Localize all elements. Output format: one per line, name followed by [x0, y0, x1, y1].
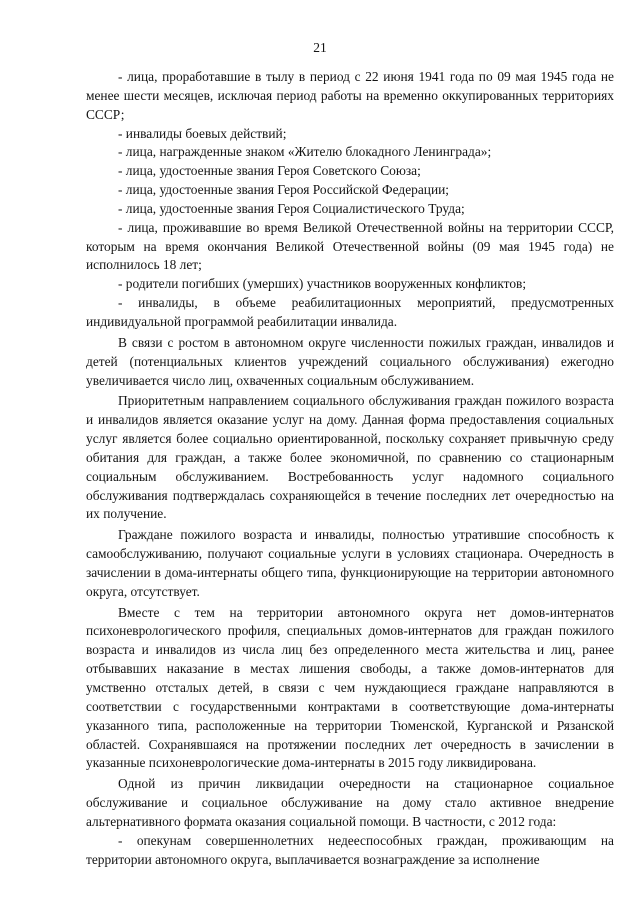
list-item: - лица, проживавшие во время Великой Отечественной войны на территории СССР, которым на время окончания Великой Отечественной войны (09 мая 1945 года) не исполнилось 18 лет; [86, 219, 614, 273]
paragraph: Одной из причин ликвидации очередности на стационарное социальное обслуживание и социальное обслуживание на дому стало активное внедрение альтернативного формата оказания социальной помощи. В частности, с 2012 года: [86, 776, 614, 829]
list-item: - лица, награжденные знаком «Жителю блокадного Ленинграда»; [118, 144, 492, 160]
paragraph: Вместе с тем на территории автономного округа нет домов-интернатов психоневрологического профиля, специальных домов-интернатов для граждан пожилого возраста и инвалидов из числа лиц без определенного места жительства и лиц, ранее отбывавших наказание в местах лишения свободы, а также домов-интернатов для умственно отсталых детей, в связи с чем нуждающиеся граждане направляются в соответствии с государственными контрактами в соответствующие дома-интернаты указанного типа, расположенные на территории Тюменской, Курганской и Рязанской областей. Сохранявшаяся на протяжении последних лет очередность в зачислении в указанные психоневрологические дома-интернаты в 2015 году ликвидирована. [86, 604, 614, 771]
list-item: - лица, удостоенные звания Героя Социалистического Труда; [118, 200, 465, 216]
list-item: - лица, удостоенные звания Героя Советского Союза; [118, 163, 421, 179]
document-body [86, 68, 614, 869]
list-item: - опекунам совершеннолетних недееспособных граждан, проживающим на территории автономного округа, выплачивается вознаграждение за исполнение [86, 832, 614, 867]
list-item: - лица, удостоенные звания Героя Российской Федерации; [118, 182, 450, 198]
page-number: 21 [313, 40, 327, 55]
paragraph: Граждане пожилого возраста и инвалиды, полностью утратившие способность к самообслуживанию, получают социальные услуги в условиях стационара. Очередность в зачислении в дома-интернаты общего типа, функционирующие на территории автономного округа, отсутствует. [86, 527, 614, 599]
paragraph: В связи с ростом в автономном округе численности пожилых граждан, инвалидов и детей (потенциальных клиентов учреждений социального обслуживания) ежегодно увеличивается число лиц, охваченных социальным обслуживанием. [86, 334, 614, 388]
list-item: - родители погибших (умерших) участников вооруженных конфликтов; [118, 276, 527, 292]
list-item: - лица, проработавшие в тылу в период с 22 июня 1941 года по 09 мая 1945 года не менее шести месяцев, исключая период работы на временно оккупированных территориях СССР; [86, 69, 614, 122]
list-item: - инвалиды, в объеме реабилитационных мероприятий, предусмотренных индивидуальной программой реабилитации инвалида. [86, 295, 614, 329]
paragraph: Приоритетным направлением социального обслуживания граждан пожилого возраста и инвалидов является оказание услуг на дому. Данная форма предоставления социальных услуг является более социально ориентированной, поскольку сохраняет привычную среду обитания для граждан, а также более экономичной, по сравнению со стационарным социальным обслуживанием. Востребованность услуг надомного социального обслуживания подтверждалась сохраняющейся в течение последних лет очередностью на их получение. [86, 393, 614, 522]
list-item: - инвалиды боевых действий; [118, 125, 287, 141]
